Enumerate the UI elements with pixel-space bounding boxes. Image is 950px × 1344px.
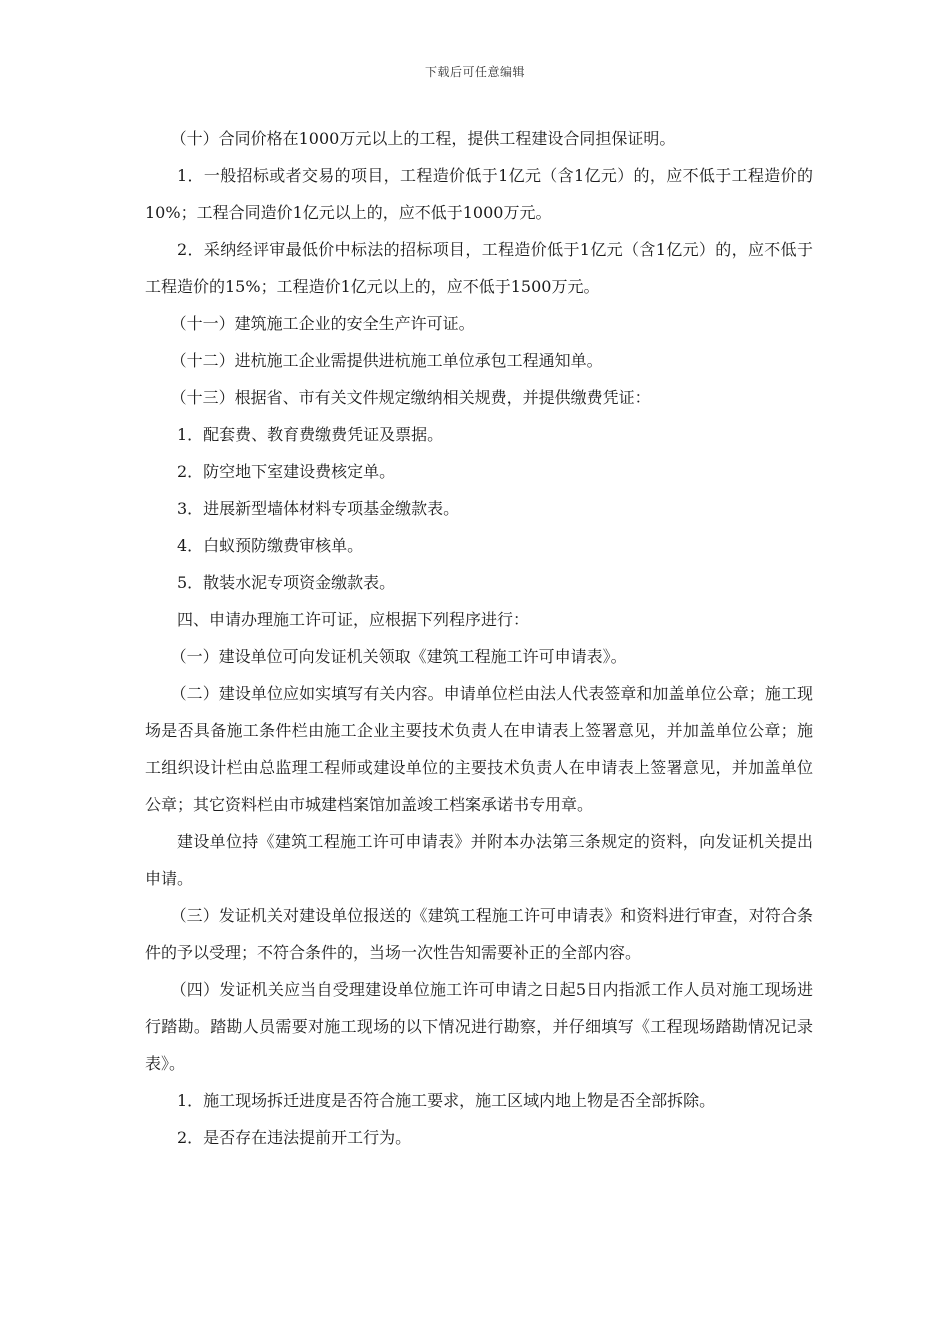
paragraph-step-3: （三）发证机关对建设单位报送的《建筑工程施工许可申请表》和资料进行审查，对符合条件的予以受理；不符合条件的，当场一次性告知需要补正的全部内容。 xyxy=(145,906,813,962)
paragraph-step-4-item-1: 1．施工现场拆迁进度是否符合施工要求，施工区域内地上物是否全部拆除。 xyxy=(177,1091,716,1110)
page-header: 下载后可任意编辑 xyxy=(424,65,525,79)
paragraph-item-10: （十）合同价格在1000万元以上的工程，提供工程建设合同担保证明。 xyxy=(170,129,676,148)
paragraph-step-2: （二）建设单位应如实填写有关内容。申请单位栏由法人代表签章和加盖单位公章；施工现场是否具备施工条件栏由施工企业主要技术负责人在申请表上签署意见，并加盖单位公章；施工组织设计栏由总监理工程师或建设单位的主要技术负责人在申请表上签署意见，并加盖单位公章；其它资料栏由市城建档案馆加盖竣工档案承诺书专用章。 xyxy=(145,684,813,814)
paragraph-item-12: （十二）进杭施工企业需提供进杭施工单位承包工程通知单。 xyxy=(170,351,603,370)
paragraph-step-1: （一）建设单位可向发证机关领取《建筑工程施工许可申请表》。 xyxy=(170,647,627,666)
paragraph-step-4: （四）发证机关应当自受理建设单位施工许可申请之日起5日内指派工作人员对施工现场进行踏勘。踏勘人员需要对施工现场的以下情况进行勘察，并仔细填写《工程现场踏勘情况记录表》。 xyxy=(145,980,813,1073)
paragraph-step-4-item-2: 2．是否存在违法提前开工行为。 xyxy=(177,1128,412,1147)
paragraph-subitem-10-2: 2．采纳经评审最低价中标法的招标项目，工程造价低于1亿元（含1亿元）的，应不低于工程造价的15%；工程造价1亿元以上的，应不低于1500万元。 xyxy=(145,240,813,296)
paragraph-subitem-10-1: 1．一般招标或者交易的项目，工程造价低于1亿元（含1亿元）的，应不低于工程造价的10%；工程合同造价1亿元以上的，应不低于1000万元。 xyxy=(145,166,813,222)
paragraph-item-13: （十三）根据省、市有关文件规定缴纳相关规费，并提供缴费凭证： xyxy=(170,388,651,407)
paragraph-subitem-13-5: 5．散装水泥专项资金缴款表。 xyxy=(177,573,396,592)
paragraph-subitem-13-3: 3．进展新型墙体材料专项基金缴款表。 xyxy=(177,499,460,518)
paragraph-step-2-continued: 建设单位持《建筑工程施工许可申请表》并附本办法第三条规定的资料，向发证机关提出申请。 xyxy=(145,832,813,888)
paragraph-subitem-13-4: 4．白蚁预防缴费审核单。 xyxy=(177,536,364,555)
document-body xyxy=(145,120,813,1156)
paragraph-subitem-13-2: 2．防空地下室建设费核定单。 xyxy=(177,462,396,481)
section-heading-4: 四、申请办理施工许可证，应根据下列程序进行： xyxy=(177,610,530,629)
paragraph-subitem-13-1: 1．配套费、教育费缴费凭证及票据。 xyxy=(177,425,444,444)
paragraph-item-11: （十一）建筑施工企业的安全生产许可证。 xyxy=(170,314,475,333)
